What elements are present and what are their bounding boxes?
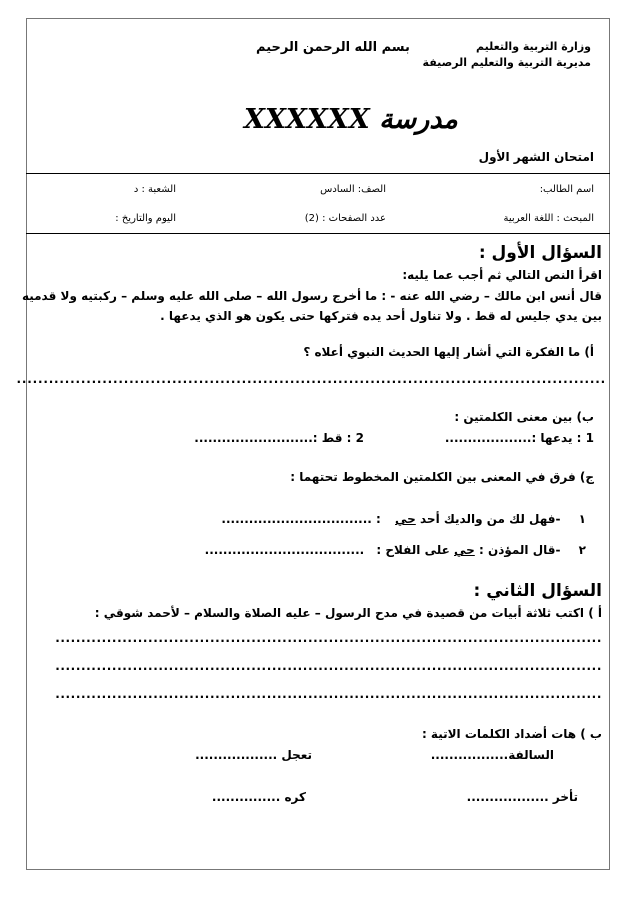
q1c-item2-word: حي bbox=[454, 543, 475, 557]
q2b-word-1[interactable]: السالفة................. bbox=[430, 748, 554, 762]
directorate-label: مديرية التربية والتعليم الرصيفة bbox=[422, 56, 591, 69]
q1b-question: ب) بين معنى الكلمتين : bbox=[454, 410, 594, 424]
q1c-item2 bbox=[205, 543, 586, 557]
q1c-item1-word: حي bbox=[395, 512, 416, 526]
pages-label: عدد الصفحات : (2) bbox=[304, 213, 386, 224]
q1c-item1-number: ١ bbox=[578, 512, 586, 526]
q2b-word-4[interactable]: كره ............... bbox=[211, 790, 306, 804]
q1a-answer-line[interactable]: .............................................................................................................. bbox=[16, 372, 606, 386]
q1c-item1 bbox=[221, 512, 586, 526]
q1c-item1-answer[interactable]: : ................................. bbox=[221, 512, 381, 526]
q2b-word-2[interactable]: تعجل .................. bbox=[195, 748, 312, 762]
q1-text-line2: بين يدي جليس له قط . ولا تناول أحد يده فتركها حتى يكون هو الذي يدعها . bbox=[160, 309, 602, 323]
ministry-label: وزارة التربية والتعليم bbox=[476, 40, 591, 53]
q2b-word-3[interactable]: تأخر .................. bbox=[466, 790, 578, 804]
school-title bbox=[244, 104, 458, 135]
q2a-answer-line-1[interactable]: .......................................................................................................... bbox=[55, 631, 602, 645]
info-divider bbox=[26, 233, 610, 234]
q1b-item2[interactable]: 2 : قط :.......................... bbox=[194, 431, 364, 445]
basmala: بسم الله الرحمن الرحيم bbox=[256, 40, 410, 55]
q1b-item1[interactable]: 1 : يدعها :................... bbox=[444, 431, 594, 445]
day-date-label: اليوم والتاريخ : bbox=[115, 213, 176, 224]
student-name-label: اسم الطالب: bbox=[539, 184, 594, 195]
q1-title: السؤال الأول : bbox=[478, 243, 602, 263]
q2-title: السؤال الثاني : bbox=[473, 581, 602, 601]
q1c-item2-answer[interactable]: ................................... bbox=[204, 543, 365, 557]
q1c-item1-text: -فهل لك من والديك أحد bbox=[420, 512, 561, 526]
subject-label: المبحث : اللغة العربية bbox=[503, 213, 594, 224]
q1-text-line1: قال أنس ابن مالك – رضي الله عنه - : ما أخرج رسول الله – صلى الله عليه وسلم – ركبتيه ولا قدميه bbox=[21, 289, 602, 303]
exam-title: امتحان الشهر الأول bbox=[478, 150, 594, 164]
q1c-item2-text: -قال المؤذن : bbox=[478, 543, 561, 557]
school-name: XXXXXX bbox=[244, 104, 370, 135]
header-divider bbox=[26, 173, 610, 174]
q2a-answer-line-3[interactable]: .......................................................................................................... bbox=[55, 687, 602, 701]
q1a-question: أ) ما الفكرة التي أشار إليها الحديث النبوي أعلاه ؟ bbox=[303, 345, 594, 359]
q1-instruction: اقرأ النص التالي ثم أجب عما يليه: bbox=[402, 268, 602, 282]
q1c-item2-rest: على الفلاح : bbox=[376, 543, 450, 557]
q2b-question: ب ) هات أضداد الكلمات الاتية : bbox=[421, 727, 602, 741]
school-label: مدرسة bbox=[379, 104, 458, 135]
q2a-answer-line-2[interactable]: .......................................................................................................... bbox=[55, 659, 602, 673]
section-label: الشعبة : د bbox=[133, 184, 176, 195]
q1c-item2-number: ٢ bbox=[578, 543, 586, 557]
q2a-question: أ ) اكتب ثلاثة أبيات من قصيدة في مدح الرسول – عليه الصلاة والسلام – لأحمد شوقي : bbox=[94, 606, 602, 620]
grade-label: الصف: السادس bbox=[320, 184, 386, 195]
q1c-question: ج) فرق في المعنى بين الكلمتين المخطوط تحتهما : bbox=[290, 470, 594, 484]
